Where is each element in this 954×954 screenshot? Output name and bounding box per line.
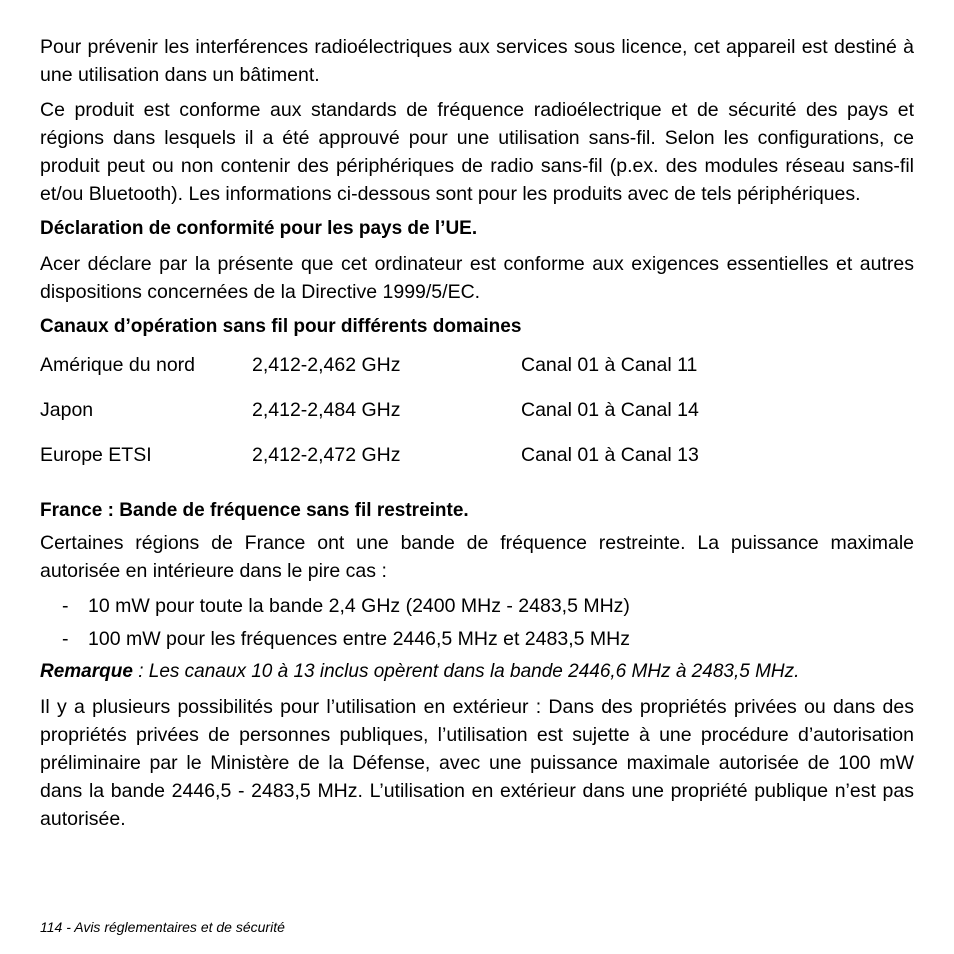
channels-table [40,351,914,486]
frequency-cell: 2,412-2,462 GHz [252,354,401,376]
document-page [40,33,914,833]
outdoor-paragraph: Il y a plusieurs possibilités pour l’utilisation en extérieur : Dans des propriétés privées ou dans des propriétés privées de personnes publiques, l’utilisation est sujette à une procédure d’autorisation préliminaire par le Ministère de la Défense, avec une puissance maximale autorisée de 100 mW dans la bande 2446,5 - 2483,5 MHz. L’utilisation en extérieur dans une propriété publique n’est pas autorisée. [40,696,914,830]
table-row [40,351,914,396]
remark-label: Remarque [40,661,133,682]
list-item [40,592,914,620]
bullet-dash: - [62,595,69,617]
remark-text: : Les canaux 10 à 13 inclus opèrent dans la bande 2446,6 MHz à 2483,5 MHz. [132,661,800,682]
intro-paragraph: Pour prévenir les interférences radioélectriques aux services sous licence, cet appareil est destiné à une utilisation dans un bâtiment. [40,36,914,86]
channel-range-cell: Canal 01 à Canal 11 [521,354,698,376]
eu-declaration-paragraph: Acer déclare par la présente que cet ordinateur est conforme aux exigences essentielles et autres dispositions concernées de la Directive 1999/5/EC. [40,253,914,303]
region-cell: Japon [40,399,94,421]
bullet-text: 100 mW pour les fréquences entre 2446,5 MHz et 2483,5 MHz [88,628,630,650]
frequency-cell: 2,412-2,484 GHz [252,399,401,421]
bullet-dash: - [62,628,69,650]
eu-declaration-heading: Déclaration de conformité pour les pays de l’UE. [40,218,478,239]
france-heading: France : Bande de fréquence sans fil restreinte. [40,500,469,521]
frequency-cell: 2,412-2,472 GHz [252,444,401,466]
page-footer: 114 - Avis réglementaires et de sécurité [40,919,285,935]
channels-heading: Canaux d’opération sans fil pour différents domaines [40,316,522,337]
channel-range-cell: Canal 01 à Canal 13 [521,444,699,466]
remark-note [40,658,914,686]
channel-range-cell: Canal 01 à Canal 14 [521,399,699,421]
france-paragraph: Certaines régions de France ont une bande de fréquence restreinte. La puissance maximale autorisée en intérieure dans le pire cas : [40,532,914,582]
region-cell: Europe ETSI [40,444,152,466]
region-cell: Amérique du nord [40,354,196,376]
bullet-text: 10 mW pour toute la bande 2,4 GHz (2400 MHz - 2483,5 MHz) [88,595,630,617]
list-item [40,625,914,653]
table-row [40,441,914,486]
table-row [40,396,914,441]
conformity-paragraph: Ce produit est conforme aux standards de fréquence radioélectrique et de sécurité des pays et régions dans lesquels il a été approuvé pour une utilisation sans-fil. Selon les configurations, ce produit peut ou non contenir des périphériques de radio sans-fil (p.ex. des modules réseau sans-fil et/ou Bluetooth). Les informations ci-dessous sont pour les produits avec de tels périphériques. [40,99,914,205]
